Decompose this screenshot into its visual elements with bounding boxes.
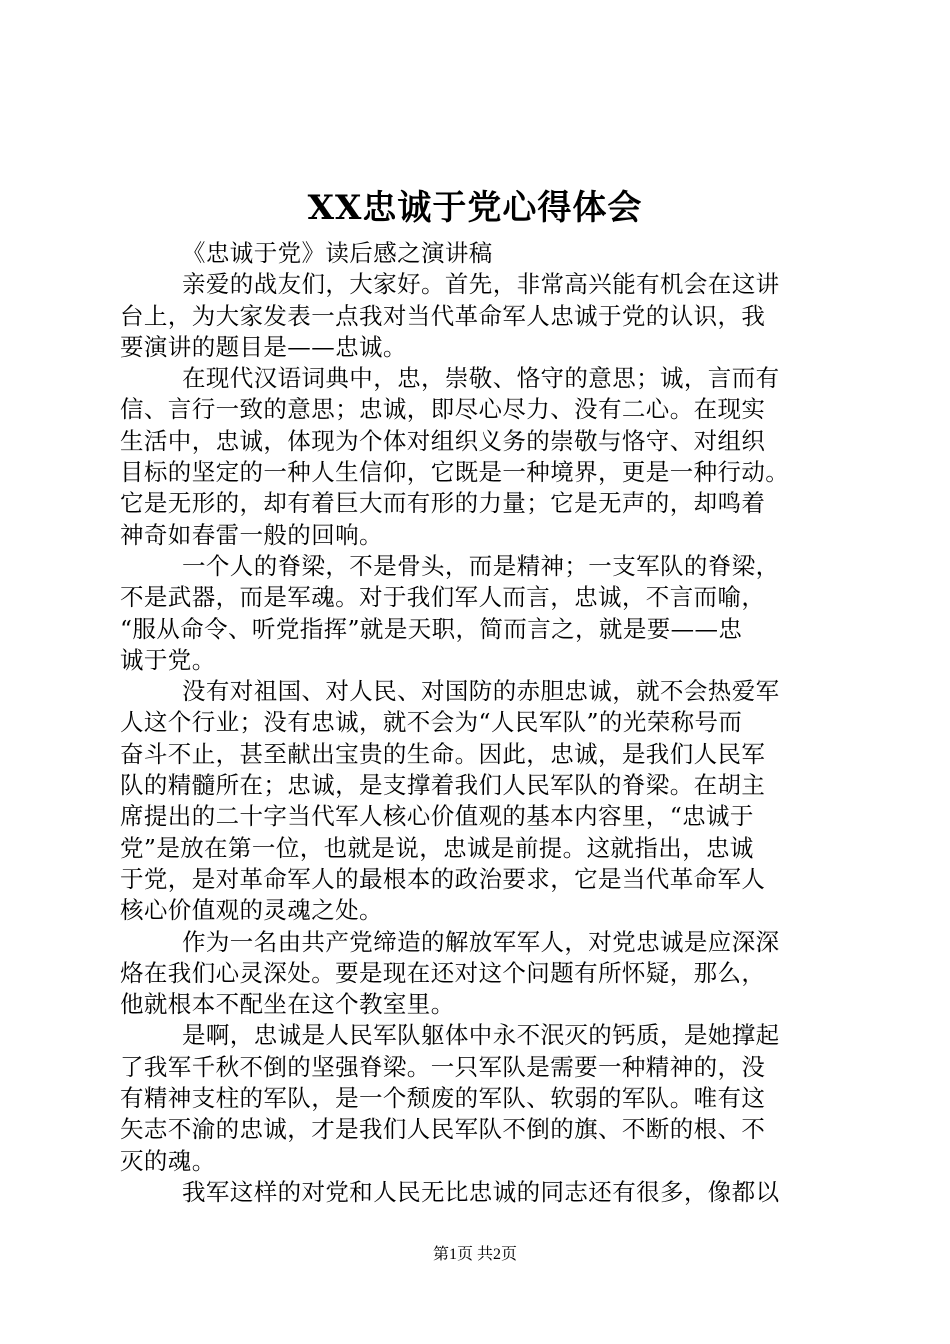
paragraph-line: 诚于党。 — [120, 645, 216, 674]
paragraph-line: 烙在我们心灵深处。要是现在还对这个问题有所怀疑，那么， — [120, 958, 766, 987]
paragraph-line: 是啊，忠诚是人民军队躯体中永不泯灭的钙质，是她撑起 — [182, 1021, 780, 1050]
paragraph-line: 于党，是对革命军人的最根本的政治要求，它是当代革命军人 — [120, 864, 766, 893]
paragraph-line: 党”是放在第一位，也就是说，忠诚是前提。这就指出，忠诚 — [120, 833, 754, 862]
document-body — [120, 238, 836, 1208]
paragraph-line: 核心价值观的灵魂之处。 — [120, 896, 383, 925]
paragraph-line: 生活中，忠诚，体现为个体对组织义务的崇敬与恪守、对组织 — [120, 426, 766, 455]
paragraph-line: 我军这样的对党和人民无比忠诚的同志还有很多，像都以 — [182, 1177, 780, 1206]
paragraph-line: 目标的坚定的一种人生信仰，它既是一种境界，更是一种行动。 — [120, 458, 790, 487]
paragraph-line: 灭的魂。 — [120, 1146, 216, 1175]
paragraph-line: 他就根本不配坐在这个教室里。 — [120, 990, 455, 1019]
paragraph-line: 神奇如春雷一般的回响。 — [120, 520, 383, 549]
paragraph-line: 亲爱的战友们，大家好。首先，非常高兴能有机会在这讲 — [182, 270, 780, 299]
paragraph-line: 一个人的脊梁，不是骨头，而是精神；一支军队的脊梁， — [182, 551, 780, 580]
paragraph-line: 席提出的二十字当代军人核心价值观的基本内容里，“忠诚于 — [120, 802, 754, 831]
document-title: XX忠诚于党心得体会 — [307, 188, 643, 228]
paragraph-line: 奋斗不止，甚至献出宝贵的生命。因此，忠诚，是我们人民军 — [120, 739, 766, 768]
subtitle-line: 《忠诚于党》读后感之演讲稿 — [182, 239, 493, 267]
paragraph-line: 它是无形的，却有着巨大而有形的力量；它是无声的，却鸣着 — [120, 489, 766, 518]
paragraph-line: 队的精髓所在；忠诚，是支撑着我们人民军队的脊梁。在胡主 — [120, 771, 766, 800]
paragraph-line: 作为一名由共产党缔造的解放军军人，对党忠诚是应深深 — [182, 927, 780, 956]
paragraph-line: 人这个行业；没有忠诚，就不会为“人民军队”的光荣称号而 — [120, 708, 743, 737]
paragraph-line: 台上，为大家发表一点我对当代革命军人忠诚于党的认识，我 — [120, 301, 766, 330]
paragraph-line: 不是武器，而是军魂。对于我们军人而言，忠诚，不言而喻， — [120, 583, 766, 612]
paragraph-line: “服从命令、听党指挥”就是天职，简而言之，就是要——忠 — [120, 614, 743, 643]
paragraph-line: 了我军千秋不倒的坚强脊梁。一只军队是需要一种精神的，没 — [120, 1052, 766, 1081]
page-number: 第1页 共2页 — [432, 1246, 517, 1263]
paragraph-line: 要演讲的题目是——忠诚。 — [120, 332, 407, 361]
paragraph-line: 矢志不渝的忠诚，才是我们人民军队不倒的旗、不断的根、不 — [120, 1115, 766, 1144]
paragraph-line: 在现代汉语词典中，忠，崇敬、恪守的意思；诚，言而有 — [182, 364, 780, 393]
paragraph-line: 有精神支柱的军队，是一个颓废的军队、软弱的军队。唯有这 — [120, 1084, 766, 1113]
paragraph-line: 信、言行一致的意思；忠诚，即尽心尽力、没有二心。在现实 — [120, 395, 766, 424]
paragraph-line: 没有对祖国、对人民、对国防的赤胆忠诚，就不会热爱军 — [182, 677, 780, 706]
